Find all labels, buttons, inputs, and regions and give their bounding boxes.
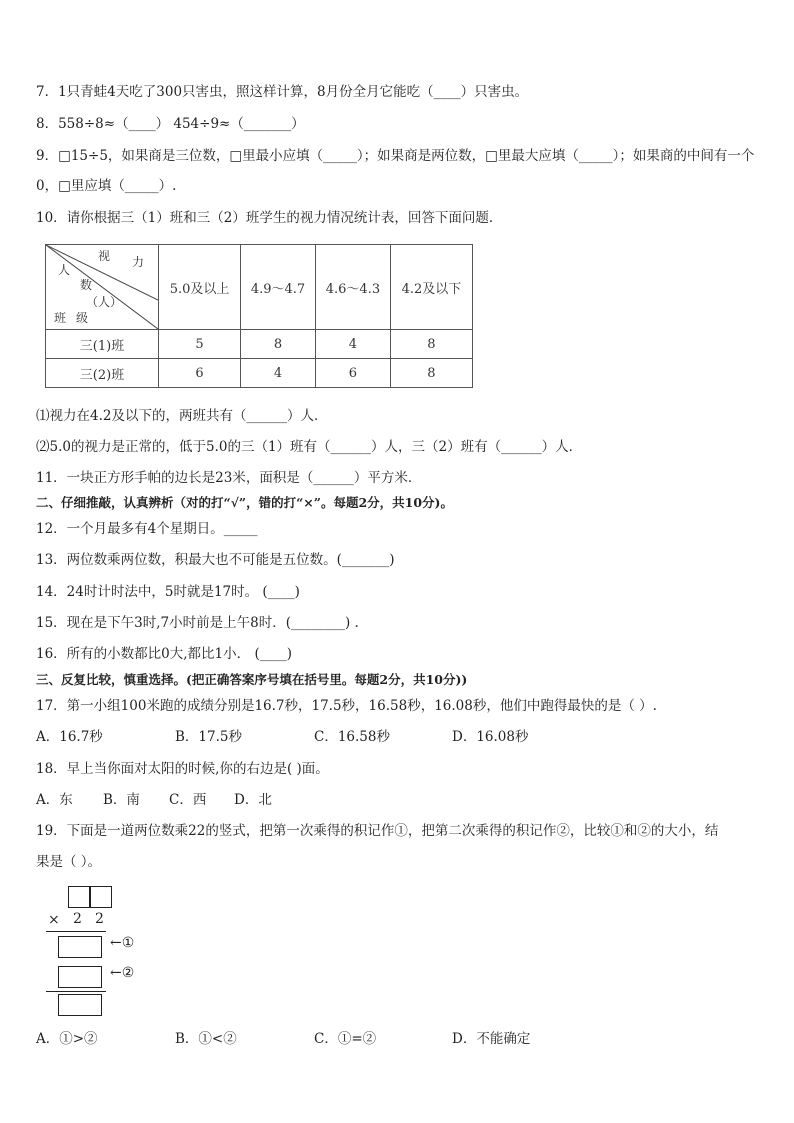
table-cell: 8 — [390, 359, 472, 388]
question-10-part-2: ⑵5.0的视力是正常的，低于5.0的三（1）班有（______）人，三（2）班有（______）人． — [36, 439, 583, 455]
q17-option-a: A．16.7秒 — [36, 729, 103, 745]
tens-digit-box — [68, 886, 90, 908]
question-18: 18．早上当你面对太阳的时候,你的右边是( )面。 — [36, 761, 329, 777]
q19-option-b: B．①<② — [175, 1031, 237, 1047]
q18-option-d: D．北 — [234, 792, 272, 808]
table-header-cell: 4.6～4.3 — [315, 245, 390, 330]
q19-option-a: A．①>② — [36, 1031, 98, 1047]
question-9-line-2: 0，□里应填（_____）. — [36, 178, 177, 194]
row-label: 三(1)班 — [46, 330, 159, 359]
corner-label-shi: 视 — [98, 249, 111, 263]
corner-label-ren: 人 — [58, 263, 71, 277]
corner-label-ren-unit: （人） — [86, 295, 123, 309]
q18-option-c: C．西 — [169, 792, 207, 808]
table-row — [46, 359, 473, 388]
table-corner-cell — [46, 245, 159, 330]
result-line — [46, 991, 106, 992]
table-header-cell: 5.0及以上 — [159, 245, 241, 330]
first-product-arrow: ←① — [110, 935, 135, 951]
final-product-box — [58, 994, 102, 1016]
q17-option-b: B．17.5秒 — [175, 729, 242, 745]
question-19-line-1: 19．下面是一道两位数乘22的竖式，把第一次乘得的积记作①，把第二次乘得的积记作②，比较①和②的大小，结 — [36, 823, 719, 839]
corner-label-ji: 级 — [76, 311, 89, 325]
q18-option-b: B．南 — [103, 792, 140, 808]
question-9-line-1: 9．□15÷5，如果商是三位数，□里最小应填（_____）；如果商是两位数，□里最大应填（_____）；如果商的中间有一个 — [36, 148, 755, 164]
second-product-box — [58, 966, 102, 988]
question-10: 10．请你根据三（1）班和三（2）班学生的视力情况统计表，回答下面问题． — [36, 210, 503, 226]
multiplier-digit-2: 2 — [95, 911, 104, 927]
corner-label-li: 力 — [132, 255, 145, 269]
table-cell: 5 — [159, 330, 241, 359]
question-14: 14．24时计时法中，5时就是17时。 (____) — [36, 584, 300, 600]
q18-option-a: A．东 — [36, 792, 73, 808]
table-row — [46, 330, 473, 359]
question-16: 16．所有的小数都比0大,都比1小． (____) — [36, 646, 292, 662]
second-product-arrow: ←② — [110, 965, 135, 981]
question-15: 15．现在是下午3时,7小时前是上午8时．(________) . — [36, 615, 359, 631]
question-12: 12．一个月最多有4个星期日。_____ — [36, 521, 258, 537]
table-cell: 8 — [241, 330, 316, 359]
corner-label-ban: 班 — [54, 311, 67, 325]
times-sign: × — [48, 912, 60, 928]
table-cell: 8 — [390, 330, 472, 359]
question-8: 8．558÷8≈（____） 454÷9≈（_______） — [36, 116, 305, 132]
table-cell: 4 — [241, 359, 316, 388]
section-2-heading: 二、仔细推敲，认真辨析（对的打“√”，错的打“×”。每题2分，共10分)。 — [36, 495, 453, 510]
q19-option-c: C．①=② — [314, 1031, 377, 1047]
question-10-part-1: ⑴视力在4.2及以下的，两班共有（______）人． — [36, 408, 328, 424]
multiplier-digit-1: 2 — [73, 911, 82, 927]
sum-line — [46, 931, 106, 932]
vision-stats-table — [45, 244, 473, 388]
question-11: 11．一块正方形手帕的边长是23米，面积是（______）平方米． — [36, 470, 422, 486]
table-cell: 4 — [315, 330, 390, 359]
q19-option-d: D．不能确定 — [452, 1031, 531, 1047]
table-header-cell: 4.9～4.7 — [241, 245, 316, 330]
question-13: 13．两位数乘两位数，积最大也不可能是五位数。(_______) — [36, 552, 395, 568]
table-header-cell: 4.2及以下 — [390, 245, 472, 330]
question-17: 17．第一小组100米跑的成绩分别是16.7秒，17.5秒，16.58秒，16.08秒，他们中跑得最快的是（ ）. — [36, 698, 657, 714]
table-cell: 6 — [315, 359, 390, 388]
first-product-box — [58, 936, 102, 958]
question-7: 7．1只青蛙4天吃了300只害虫，照这样计算，8月份全月它能吃（____）只害虫。 — [36, 84, 529, 100]
corner-label-shu: 数 — [80, 278, 93, 292]
q17-option-c: C．16.58秒 — [314, 729, 390, 745]
row-label: 三(2)班 — [46, 359, 159, 388]
table-cell: 6 — [159, 359, 241, 388]
q17-option-d: D．16.08秒 — [452, 729, 529, 745]
section-3-heading: 三、反复比较，慎重选择。(把正确答案序号填在括号里。每题2分，共10分)) — [36, 672, 468, 687]
ones-digit-box — [90, 886, 112, 908]
question-19-line-2: 果是（ ）。 — [36, 854, 102, 870]
